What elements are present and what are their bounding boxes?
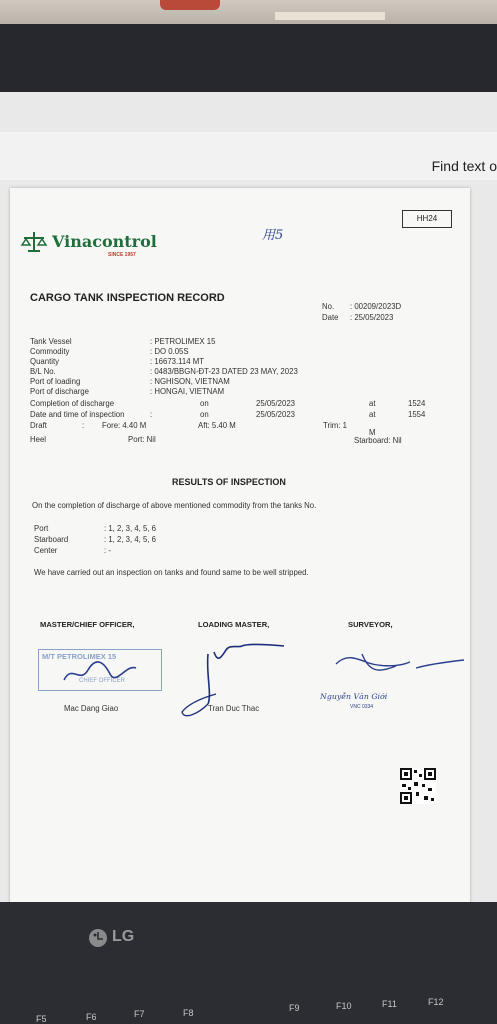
inspection-date: 25/05/2023 <box>256 410 296 419</box>
completion-date: 25/05/2023 <box>256 399 296 408</box>
heel-starboard: Starboard: Nil <box>354 436 402 445</box>
key-f6: F6 <box>86 1012 97 1022</box>
draft-trim: Trim: 1 <box>323 421 347 430</box>
field-label: Tank Vessel <box>30 337 72 346</box>
key-f5: F5 <box>36 1014 47 1024</box>
field-label: Port of loading <box>30 377 81 386</box>
tank-value: : 1, 2, 3, 4, 5, 6 <box>104 524 157 533</box>
field-label: B/L No. <box>30 367 56 376</box>
logo-name: Vinacontrol <box>52 232 157 251</box>
monitor-bezel-top <box>0 24 497 100</box>
inspection-at: at <box>369 410 376 419</box>
completion-time: 1524 <box>408 399 426 408</box>
tank-value: : 1, 2, 3, 4, 5, 6 <box>104 535 157 544</box>
field-value: : HONGAI, VIETNAM <box>150 387 225 396</box>
surveyor-title: SURVEYOR, <box>348 620 393 629</box>
stamp-line2: CHIEF OFFICER <box>79 678 125 684</box>
stamp-line1: M/T PETROLIMEX 15 <box>42 652 117 661</box>
wall-object <box>160 0 220 10</box>
no-value: : 00209/2023D <box>350 302 402 311</box>
inspection-sep: : <box>150 410 153 419</box>
surveyor-name: Nguyễn Văn Giới <box>320 692 388 701</box>
loading-master-title: LOADING MASTER, <box>198 620 270 629</box>
key-f8: F8 <box>183 1008 194 1018</box>
qr-code-icon <box>400 768 436 804</box>
field-value: : 0483/BBGN-ĐT-23 DATED 23 MAY, 2023 <box>150 367 298 376</box>
inspection-on: on <box>200 410 209 419</box>
date-value: : 25/05/2023 <box>350 313 394 322</box>
lg-circle-icon <box>88 928 108 948</box>
results-title: RESULTS OF INSPECTION <box>172 477 286 487</box>
field-value: : 16673.114 MT <box>150 357 205 366</box>
document-page <box>10 188 470 958</box>
handwritten-mark: 用5 <box>262 228 284 243</box>
completion-on: on <box>200 399 209 408</box>
field-label: Quantity <box>30 357 60 366</box>
master-signature <box>60 658 140 686</box>
draft-trim-unit: M <box>369 428 376 437</box>
no-label: No. <box>322 302 335 311</box>
field-label: Commodity <box>30 347 70 356</box>
document-title: CARGO TANK INSPECTION RECORD <box>30 292 225 304</box>
master-title: MASTER/CHIEF OFFICER, <box>40 620 135 629</box>
tank-label: Center <box>34 546 58 555</box>
completion-text: On the completion of discharge of above mentioned commodity from the tanks No. <box>32 501 317 510</box>
draft-label: Draft <box>30 421 47 430</box>
draft-sep: : <box>82 421 85 430</box>
surveyor-code: VNC 0334 <box>350 704 374 710</box>
lg-brand: LG <box>112 928 135 945</box>
key-f7: F7 <box>134 1009 145 1019</box>
key-f9: F9 <box>289 1003 300 1013</box>
tank-label: Starboard <box>34 535 69 544</box>
form-code: HH24 <box>402 210 452 228</box>
tank-value: : - <box>104 546 111 555</box>
surveyor-signature <box>306 644 466 684</box>
monitor-bezel-bottom <box>0 902 497 1024</box>
tank-label: Port <box>34 524 49 533</box>
key-f11: F11 <box>382 999 397 1009</box>
screen <box>0 92 497 902</box>
conclusion-text: We have carried out an inspection on tanks and found same to be well stripped. <box>34 568 309 577</box>
date-label: Date <box>322 313 339 322</box>
master-name: Mac Dang Giao <box>64 704 119 713</box>
find-text-button[interactable]: Find text o <box>431 158 497 174</box>
vinacontrol-emblem-icon <box>20 231 48 253</box>
loading-master-name: Tran Duc Thac <box>208 704 260 713</box>
completion-at: at <box>369 399 376 408</box>
field-value: : PETROLIMEX 15 <box>150 337 216 346</box>
draft-aft: Aft: 5.40 M <box>198 421 236 430</box>
background-wall <box>0 0 497 24</box>
key-f12: F12 <box>428 997 444 1007</box>
viewer-toolbar <box>0 132 497 180</box>
logo-since: SINCE 1957 <box>108 252 136 258</box>
heel-label: Heel <box>30 435 47 444</box>
vinacontrol-logo <box>20 231 157 258</box>
field-value: : NGHISON, VIETNAM <box>150 377 230 386</box>
key-f10: F10 <box>336 1001 352 1011</box>
field-label: Port of discharge <box>30 387 89 396</box>
completion-label: Completion of discharge <box>30 399 115 408</box>
inspection-label: Date and time of inspection <box>30 410 125 419</box>
field-value: : DO 0.05S <box>150 347 189 356</box>
draft-fore: Fore: 4.40 M <box>102 421 147 430</box>
inspection-time: 1554 <box>408 410 426 419</box>
wall-light-strip <box>275 12 385 20</box>
heel-port: Port: Nil <box>128 435 156 444</box>
